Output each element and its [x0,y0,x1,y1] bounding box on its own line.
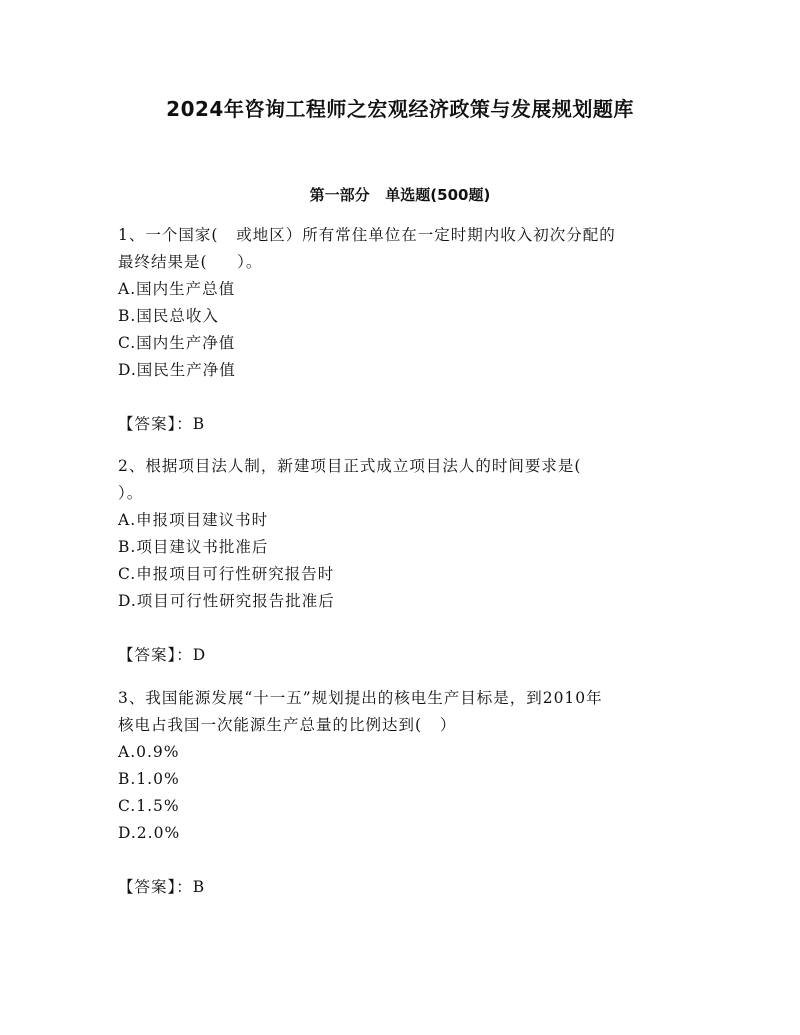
answer-value: B [192,878,206,896]
answer-value: B [192,415,206,433]
option-c: C.1.5% [118,797,180,815]
option-a: A.申报项目建议书时 [118,511,269,529]
option-d: D.2.0% [118,824,181,842]
answer-line [118,411,678,438]
option-d: D.国民生产净值 [118,361,236,379]
document-title: 2024年咨询工程师之宏观经济政策与发展规划题库 [166,97,634,121]
option-b: B.国民总收入 [118,307,219,325]
option-c: C.国内生产净值 [118,334,236,352]
option-c: C.申报项目可行性研究报告时 [118,565,335,583]
question-stem-line: 2、根据项目法人制，新建项目正式成立项目法人的时间要求是( [118,457,582,475]
option-b: B.项目建议书批准后 [118,538,269,556]
question-2 [118,453,678,669]
answer-value: D [192,646,207,664]
section-heading: 第一部分 单选题(500题) [309,186,491,204]
question-stem-line: 核电占我国一次能源生产总量的比例达到( ） [118,716,457,734]
answer-line [118,874,678,901]
question-stem-line: ）。 [118,484,144,502]
question-1 [118,222,678,438]
question-stem-line: 最终结果是( ）。 [118,253,263,271]
question-3 [118,685,678,901]
answer-line [118,642,678,669]
option-d: D.项目可行性研究报告批准后 [118,592,335,610]
answer-label: 【答案】： [118,646,193,664]
answer-label: 【答案】： [118,415,193,433]
option-b: B.1.0% [118,770,180,788]
answer-label: 【答案】： [118,878,193,896]
option-a: A.0.9% [118,743,180,761]
option-a: A.国内生产总值 [118,280,236,298]
question-stem-line: 3、我国能源发展“十一五”规划提出的核电生产目标是，到2010年 [118,689,603,707]
question-stem-line: 1、一个国家( 或地区）所有常住单位在一定时期内收入初次分配的 [118,226,616,244]
